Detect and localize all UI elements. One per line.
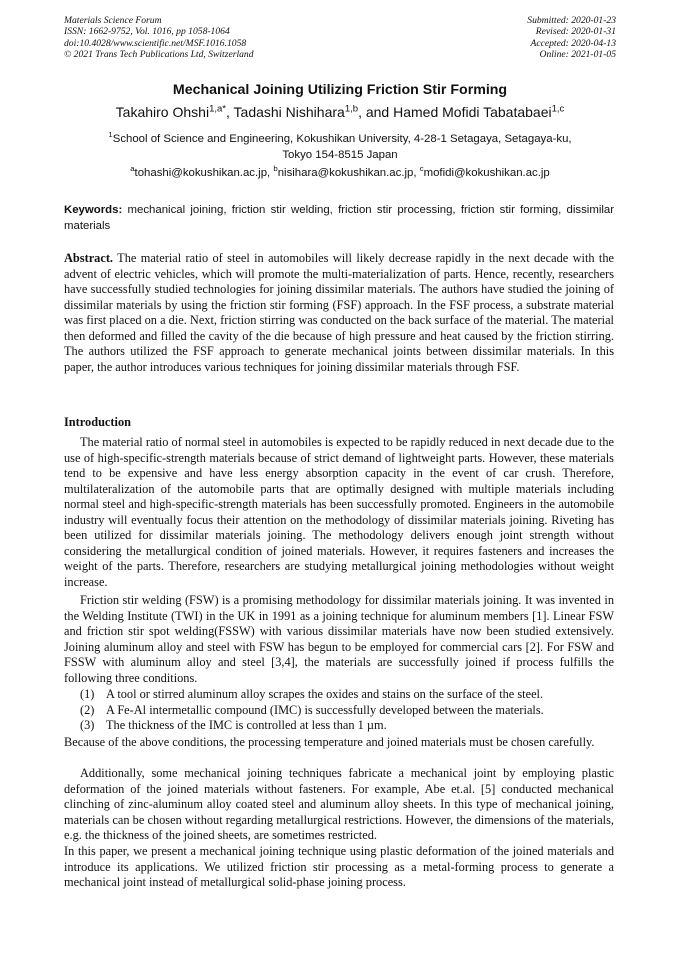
email-sup: c bbox=[419, 164, 424, 174]
copyright-line: © 2021 Trans Tech Publications Ltd, Switzerland bbox=[64, 48, 254, 60]
author-sup: 1,c bbox=[551, 103, 565, 115]
intro-paragraph-4 bbox=[64, 766, 614, 844]
keywords bbox=[64, 202, 614, 234]
email-address: mofidi@kokushikan.ac.jp bbox=[423, 167, 550, 179]
journal-name: Materials Science Forum bbox=[64, 15, 162, 26]
email-separator: , bbox=[413, 167, 420, 179]
email-address: nisihara@kokushikan.ac.jp bbox=[277, 167, 414, 179]
paragraph-text: The material ratio of normal steel in automobiles is expected to be rapidly reduced in next decade due to the use of high-specific-strength materials because of strict demand of lightweight parts. However, these materials tend to be expensive and have less energy absorption capacity in the event of car crush. Therefore, multilateralization of the automobile parts that are optimally designed with multiple materials including normal steel and high-specific-strength materials has been successfully promoted. Engineers in the automobile industry will eventually focus their attention on the methodology of dissimilar materials joining. Riveting has been utilized for dissimilar materials joining. The methodology delivers enough joint strength without considering the metallurgical condition of joined materials. However, it requires fasteners and increases the weight of the parts. Therefore, researchers are studying metallurgical joining methodologies without weight increase. bbox=[64, 435, 614, 589]
publication-dates bbox=[527, 15, 616, 60]
author-separator: , and bbox=[358, 104, 394, 120]
list-text: A Fe-Al intermetallic compound (IMC) is successfully developed between the materials. bbox=[106, 702, 544, 717]
submitted-date: Submitted: 2020-01-23 bbox=[527, 15, 616, 26]
intro-paragraph-3 bbox=[64, 735, 614, 751]
list-text: The thickness of the IMC is controlled at less than 1 µm. bbox=[106, 718, 387, 732]
affiliation bbox=[80, 131, 600, 163]
keywords-label: Keywords: bbox=[64, 204, 123, 216]
paragraph-text: Friction stir welding (FSW) is a promising methodology for dissimilar materials joining. It was invented in the Welding Institute (TWI) in the UK in 1991 as a joining technique for aluminum members [1]. Linear FSW and friction stir spot welding(FSSW) with various dissimilar materials have now been studied extensively. Joining aluminum alloy and steel with FSW has begun to be employed for commercial cars [2]. For FSW and FSSW with aluminum alloy and steel [3,4], the materials are successfully joined if process fulfills the following three conditions. bbox=[64, 593, 614, 685]
list-number: (1) bbox=[80, 687, 95, 701]
paragraph-text: Additionally, some mechanical joining techniques fabricate a mechanical joint by employing plastic deformation of the joined materials without fasteners. For example, Abe et.al. [5] conducted mechanical clinching of zinc-aluminum alloy coated steel and aluminum alloy sheets. In this type of mechanical joining, materials can be chosen without regarding metallurgical restrictions. However, the dimensions of the materials, e.g. the thickness of the joined sheets, are sometimes restricted. bbox=[64, 766, 614, 842]
author-name: Tadashi Nishihara bbox=[233, 104, 345, 120]
email-sup: b bbox=[273, 164, 278, 174]
list-number: (3) bbox=[80, 718, 95, 732]
list-item bbox=[80, 718, 614, 734]
intro-paragraph-2 bbox=[64, 593, 614, 686]
paragraph-text: Because of the above conditions, the processing temperature and joined materials must be chosen carefully. bbox=[64, 735, 595, 749]
section-heading-introduction: Introduction bbox=[64, 415, 131, 429]
journal-info bbox=[64, 15, 254, 60]
paper-title: Mechanical Joining Utilizing Friction Stir Forming bbox=[172, 82, 508, 98]
affiliation-line1: School of Science and Engineering, Kokushikan University, 4-28-1 Setagaya, Setagaya-ku, bbox=[112, 133, 572, 145]
list-item bbox=[80, 687, 614, 703]
keywords-text: mechanical joining, friction stir welding, friction stir processing, friction stir forming, dissimilar materials bbox=[64, 204, 615, 232]
intro-paragraph-5 bbox=[64, 844, 614, 891]
author-separator: , bbox=[226, 104, 234, 120]
author-name: Takahiro Ohshi bbox=[115, 104, 210, 120]
affiliation-line2: Tokyo 154-8515 Japan bbox=[282, 149, 398, 161]
online-date: Online: 2021-01-05 bbox=[539, 48, 616, 60]
list-number: (2) bbox=[80, 702, 95, 717]
issn-line: ISSN: 1662-9752, Vol. 1016, pp 1058-1064 bbox=[64, 26, 230, 38]
doi-line: doi:10.4028/www.scientific.net/MSF.1016.1058 bbox=[64, 37, 247, 49]
abstract-label: Abstract. bbox=[64, 251, 114, 265]
author-name: Hamed Mofidi Tabatabaei bbox=[393, 104, 552, 120]
email-address: tohashi@kokushikan.ac.jp bbox=[134, 167, 268, 179]
email-separator: , bbox=[267, 167, 274, 179]
email-sup: a bbox=[130, 164, 135, 174]
email-list bbox=[64, 164, 616, 179]
conditions-list bbox=[80, 687, 614, 734]
revised-date: Revised: 2020-01-31 bbox=[535, 26, 616, 38]
intro-paragraph-1 bbox=[64, 435, 614, 590]
accepted-date: Accepted: 2020-04-13 bbox=[530, 37, 616, 49]
affiliation-sup: 1 bbox=[108, 130, 113, 140]
list-text: A tool or stirred aluminum alloy scrapes the oxides and stains on the surface of the steel. bbox=[106, 687, 544, 701]
abstract-text: The material ratio of steel in automobiles will likely decrease rapidly in the next decade with the advent of electric vehicles, which will promote the multi-materialization of parts. Hence, recently, researchers have successfully studied technologies for joining dissimilar materials. The authors have studied the joining of dissimilar materials by using the friction stir forming (FSF) approach. In the FSF process, a substrate material was first placed on a die. Next, friction stirring was conducted on the back surface of the material. The material then deformed and filled the cavity of the die because of high pressure and heat caused by the friction stirring. The authors utilized the FSF approach to generate mechanical joints between dissimilar materials. In this paper, the author introduces various techniques for joining dissimilar materials through FSF. bbox=[64, 251, 614, 374]
author-list bbox=[64, 104, 616, 120]
list-item bbox=[80, 703, 614, 719]
abstract bbox=[64, 251, 614, 375]
author-sup: 1,a* bbox=[209, 103, 226, 115]
paragraph-text: In this paper, we present a mechanical joining technique using plastic deformation of the joined materials and introduce its applications. We utilized friction stir processing as a metal-forming process to generate a mechanical joint instead of metallurgical solid-phase joining process. bbox=[64, 844, 614, 889]
author-sup: 1,b bbox=[344, 103, 359, 115]
